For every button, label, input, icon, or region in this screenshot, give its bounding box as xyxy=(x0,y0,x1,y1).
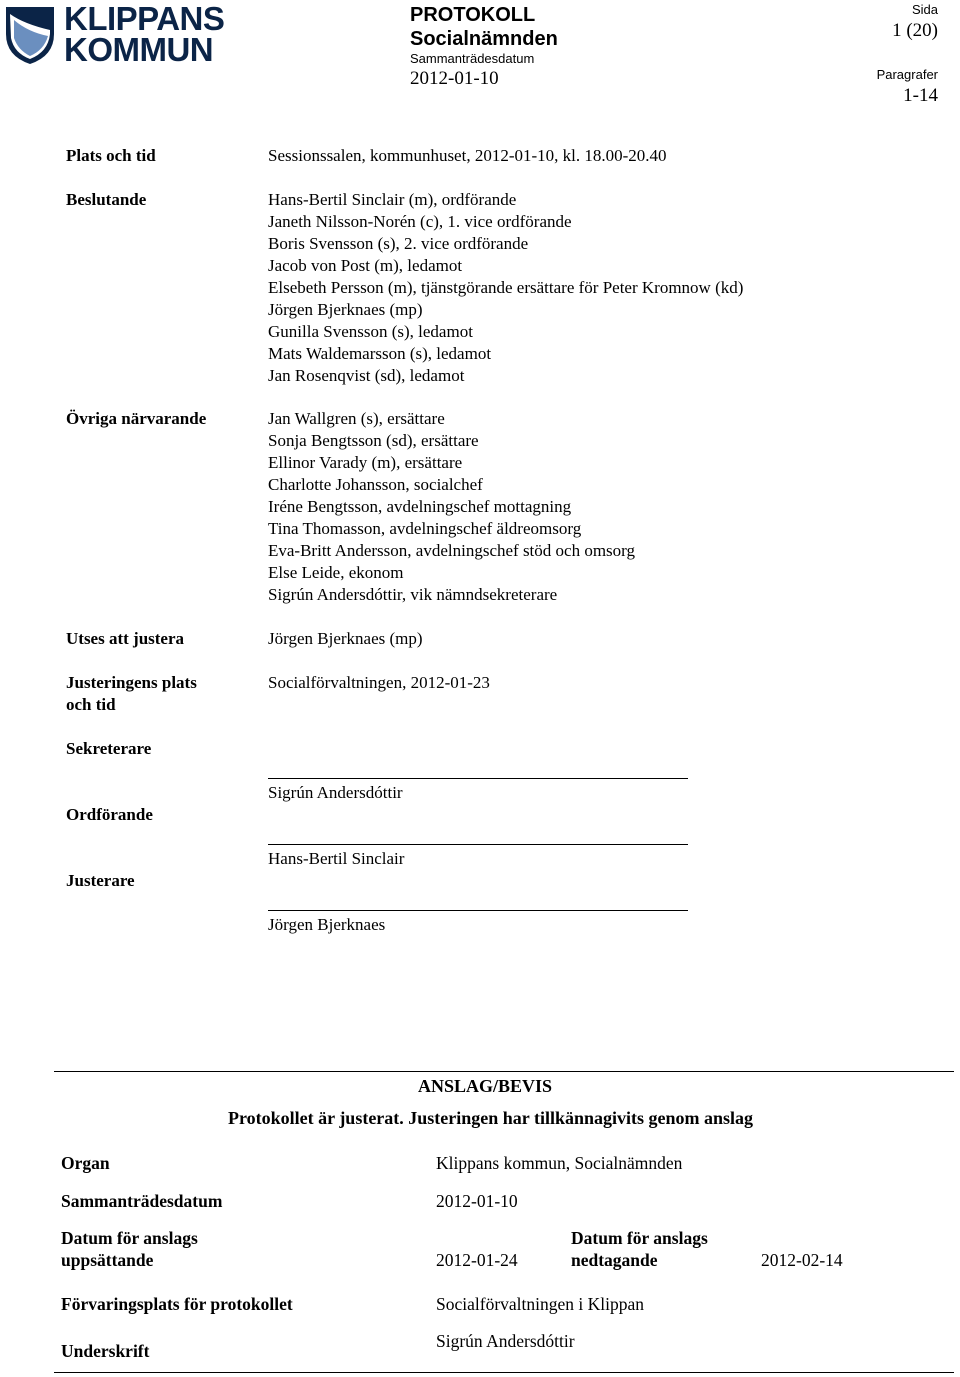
anslag-date-value: 2012-01-10 xyxy=(436,1191,518,1211)
others-present-list xyxy=(268,408,635,606)
adjust-place-value: Socialförvaltningen, 2012-01-23 xyxy=(268,673,490,692)
meeting-date: 2012-01-10 xyxy=(410,68,499,89)
others-present-label: Övriga närvarande xyxy=(66,409,207,428)
organ-label: Organ xyxy=(61,1153,110,1173)
adjust-place-label-line: Justeringens plats xyxy=(66,673,197,692)
deciding-member: Boris Svensson (s), 2. vice ordförande xyxy=(268,234,529,253)
meeting-date-label: Sammanträdesdatum xyxy=(410,51,535,66)
place-time-value: Sessionssalen, kommunhuset, 2012-01-10, kl. 18.00-20.40 xyxy=(268,146,667,165)
adjust-place-label xyxy=(66,672,197,716)
deciding-member: Mats Waldemarsson (s), ledamot xyxy=(268,344,492,363)
adjuster-label: Justerare xyxy=(66,871,135,890)
deciding-member: Janeth Nilsson-Norén (c), 1. vice ordförande xyxy=(268,212,572,231)
adjuster-name: Jörgen Bjerknaes xyxy=(268,915,386,934)
deciding-list xyxy=(268,189,743,387)
secretary-signature-line xyxy=(268,778,688,779)
deciding-label: Beslutande xyxy=(66,190,147,209)
chair-signature-line xyxy=(268,844,688,845)
present-person: Sigrún Andersdóttir, vik nämndsekreterare xyxy=(268,585,558,604)
chair-name: Hans-Bertil Sinclair xyxy=(268,849,405,868)
adjuster-appointed-value: Jörgen Bjerknaes (mp) xyxy=(268,629,423,648)
posted-date-label-line: uppsättande xyxy=(61,1250,154,1270)
deciding-member: Elsebeth Persson (m), tjänstgörande ersättare för Peter Kromnow (kd) xyxy=(268,278,744,297)
secretary-name: Sigrún Andersdóttir xyxy=(268,783,403,802)
organ-name: Socialnämnden xyxy=(410,28,558,50)
anslag-subtitle: Protokollet är justerat. Justeringen har tillkännagivits genom anslag xyxy=(228,1108,754,1128)
deciding-member: Jacob von Post (m), ledamot xyxy=(268,256,463,275)
anslag-top-rule xyxy=(54,1071,954,1072)
present-person: Charlotte Johansson, socialchef xyxy=(268,475,483,494)
storage-value: Socialförvaltningen i Klippan xyxy=(436,1294,645,1314)
paragraphs-label: Paragrafer xyxy=(876,67,938,82)
doc-type: PROTOKOLL xyxy=(410,4,536,26)
signature-label: Underskrift xyxy=(61,1341,150,1361)
present-person: Ellinor Varady (m), ersättare xyxy=(268,453,463,472)
logo-line-1: KLIPPANS xyxy=(64,0,225,37)
secretary-label: Sekreterare xyxy=(66,739,152,758)
posted-date-label xyxy=(61,1227,198,1271)
removed-date-label-line: Datum för anslags xyxy=(571,1228,708,1248)
anslag-title: ANSLAG/BEVIS xyxy=(418,1076,553,1096)
present-person: Sonja Bengtsson (sd), ersättare xyxy=(268,431,479,450)
deciding-member: Hans-Bertil Sinclair (m), ordförande xyxy=(268,190,517,209)
deciding-member: Jörgen Bjerknaes (mp) xyxy=(268,300,423,319)
posted-date-label-line: Datum för anslags xyxy=(61,1228,198,1248)
anslag-date-label: Sammanträdesdatum xyxy=(61,1191,223,1211)
place-time-label: Plats och tid xyxy=(66,146,156,165)
removed-date-label-line: nedtagande xyxy=(571,1250,658,1270)
organ-value: Klippans kommun, Socialnämnden xyxy=(436,1153,683,1173)
kommun-shield-icon xyxy=(4,4,56,66)
paragraphs-value: 1-14 xyxy=(903,85,938,106)
logo-line-2: KOMMUN xyxy=(64,31,214,68)
kommun-logo xyxy=(4,0,225,68)
present-person: Iréne Bengtsson, avdelningschef mottagning xyxy=(268,497,572,516)
chair-label: Ordförande xyxy=(66,805,153,824)
anslag-bottom-rule xyxy=(54,1372,954,1373)
signature-value: Sigrún Andersdóttir xyxy=(436,1331,575,1351)
present-person: Else Leide, ekonom xyxy=(268,563,404,582)
removed-date-value: 2012-02-14 xyxy=(761,1250,843,1270)
adjuster-signature-line xyxy=(268,910,688,911)
present-person: Jan Wallgren (s), ersättare xyxy=(268,409,445,428)
removed-date-label xyxy=(571,1227,708,1271)
posted-date-value: 2012-01-24 xyxy=(436,1250,518,1270)
present-person: Tina Thomasson, avdelningschef äldreomsorg xyxy=(268,519,582,538)
storage-label: Förvaringsplats för protokollet xyxy=(61,1294,293,1314)
adjuster-appointed-label: Utses att justera xyxy=(66,629,185,648)
deciding-member: Gunilla Svensson (s), ledamot xyxy=(268,322,473,341)
page-label: Sida xyxy=(911,2,938,17)
present-person: Eva-Britt Andersson, avdelningschef stöd och omsorg xyxy=(268,541,636,560)
adjust-place-label-line: och tid xyxy=(66,695,116,714)
deciding-member: Jan Rosenqvist (sd), ledamot xyxy=(268,366,465,385)
page-number: 1 (20) xyxy=(892,20,938,41)
